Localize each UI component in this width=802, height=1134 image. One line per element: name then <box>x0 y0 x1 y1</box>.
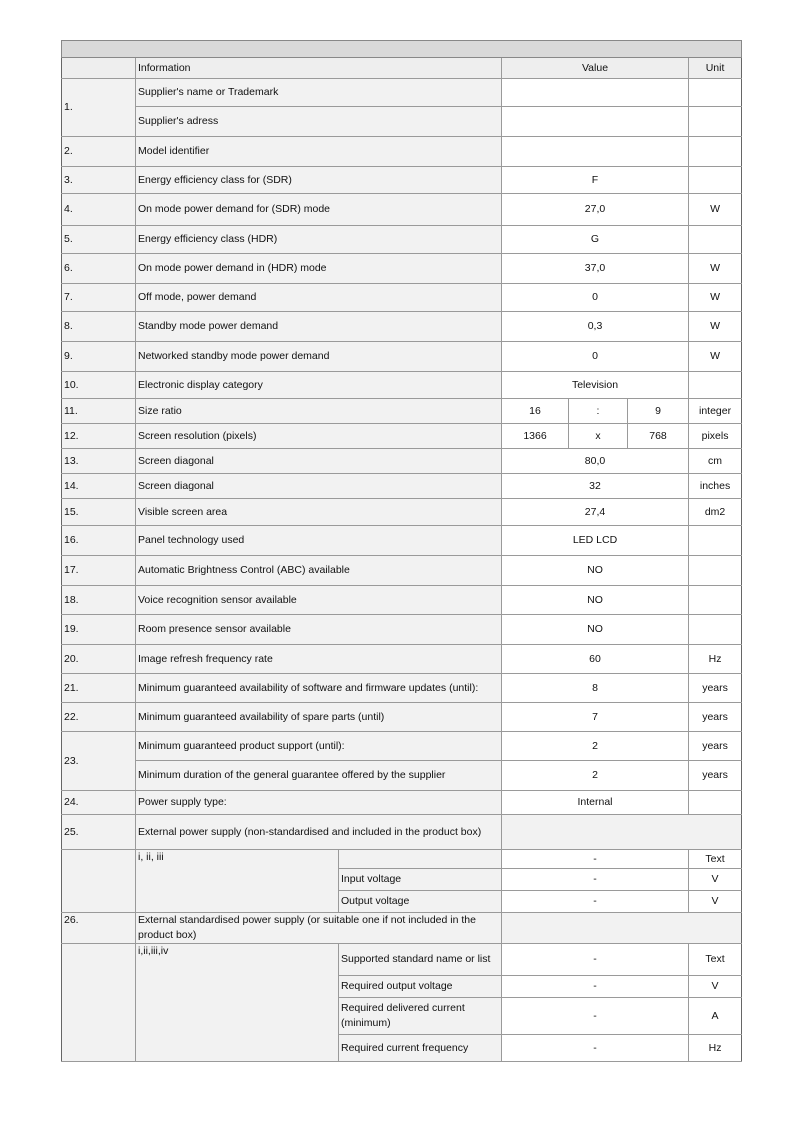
row-unit: years <box>689 703 742 732</box>
row-value: 27,0 <box>502 194 689 226</box>
row-value: G <box>502 226 689 254</box>
section26-item-row <box>62 944 742 976</box>
row-value <box>502 137 689 167</box>
row-unit <box>689 586 742 615</box>
item-unit: Text <box>689 944 742 976</box>
row-unit: cm <box>689 449 742 474</box>
row-number: 4. <box>62 194 136 226</box>
table-row <box>62 107 742 137</box>
row-value <box>502 107 689 137</box>
item-value: - <box>502 869 689 891</box>
row-value: F <box>502 167 689 194</box>
row-unit <box>689 556 742 586</box>
table-row <box>62 449 742 474</box>
table-row <box>62 556 742 586</box>
row-information: Off mode, power demand <box>136 284 502 312</box>
row-information: Supplier's adress <box>136 107 502 137</box>
row-information: Standby mode power demand <box>136 312 502 342</box>
section26-header-row <box>62 913 742 944</box>
row-number: 23. <box>62 732 136 791</box>
row-information: Size ratio <box>136 399 502 424</box>
row-unit: W <box>689 342 742 372</box>
row-information: Image refresh frequency rate <box>136 645 502 674</box>
item-unit: Text <box>689 850 742 869</box>
row-value-part: 16 <box>502 399 569 424</box>
section-sub-label: i,ii,iii,iv <box>136 944 339 1062</box>
row-unit: integer <box>689 399 742 424</box>
row-number: 21. <box>62 674 136 703</box>
header-row <box>62 58 742 79</box>
row-information: Minimum guaranteed product support (until): <box>136 732 502 761</box>
row-unit: years <box>689 674 742 703</box>
row-value: NO <box>502 615 689 645</box>
header-unit: Unit <box>689 58 742 79</box>
row-unit: W <box>689 254 742 284</box>
row-value: Internal <box>502 791 689 815</box>
product-information-sheet <box>61 40 742 1062</box>
item-unit: A <box>689 998 742 1035</box>
row-unit: dm2 <box>689 499 742 526</box>
row-unit: W <box>689 312 742 342</box>
row-information: Voice recognition sensor available <box>136 586 502 615</box>
item-value: - <box>502 891 689 913</box>
row-value: 0 <box>502 284 689 312</box>
row-unit: inches <box>689 474 742 499</box>
row-value: 7 <box>502 703 689 732</box>
row-number: 22. <box>62 703 136 732</box>
row-number: 25. <box>62 815 136 850</box>
row-information: On mode power demand for (SDR) mode <box>136 194 502 226</box>
row-value: 2 <box>502 761 689 791</box>
row-number: 26. <box>62 913 136 944</box>
row-number: 11. <box>62 399 136 424</box>
row-information: Networked standby mode power demand <box>136 342 502 372</box>
row-information: Model identifier <box>136 137 502 167</box>
item-unit: V <box>689 976 742 998</box>
row-number: 12. <box>62 424 136 449</box>
row-information: Electronic display category <box>136 372 502 399</box>
row-number: 15. <box>62 499 136 526</box>
row-information: Screen resolution (pixels) <box>136 424 502 449</box>
row-information: External standardised power supply (or suitable one if not included in the product box) <box>136 913 502 944</box>
row-unit <box>689 226 742 254</box>
row-value: LED LCD <box>502 526 689 556</box>
row-value: NO <box>502 556 689 586</box>
row-information: On mode power demand in (HDR) mode <box>136 254 502 284</box>
header-num <box>62 58 136 79</box>
row-number: 8. <box>62 312 136 342</box>
row-number: 2. <box>62 137 136 167</box>
row-unit: years <box>689 732 742 761</box>
row-value-empty <box>502 913 742 944</box>
row-information: Minimum duration of the general guarantee offered by the supplier <box>136 761 502 791</box>
row-unit <box>689 107 742 137</box>
row-value-part: 1366 <box>502 424 569 449</box>
table-row <box>62 226 742 254</box>
table-row <box>62 586 742 615</box>
row-value: 27,4 <box>502 499 689 526</box>
item-name: Required output voltage <box>339 976 502 998</box>
row-information: External power supply (non-standardised and included in the product box) <box>136 815 502 850</box>
row-unit <box>689 167 742 194</box>
row-number: 3. <box>62 167 136 194</box>
row-number: 24. <box>62 791 136 815</box>
row-number: 10. <box>62 372 136 399</box>
section25-item-row <box>62 850 742 869</box>
table-row <box>62 167 742 194</box>
row-information: Energy efficiency class (HDR) <box>136 226 502 254</box>
table-row <box>62 703 742 732</box>
row-number: 5. <box>62 226 136 254</box>
table-row <box>62 424 742 449</box>
row-unit <box>689 137 742 167</box>
row-number: 16. <box>62 526 136 556</box>
section-number-empty <box>62 944 136 1062</box>
title-cell <box>62 41 742 58</box>
row-information: Minimum guaranteed availability of spare parts (until) <box>136 703 502 732</box>
item-value: - <box>502 944 689 976</box>
row-unit <box>689 372 742 399</box>
table-row <box>62 674 742 703</box>
row-information: Room presence sensor available <box>136 615 502 645</box>
section-sub-label: i, ii, iii <box>136 850 339 913</box>
row-information: Automatic Brightness Control (ABC) available <box>136 556 502 586</box>
row-unit <box>689 79 742 107</box>
row-value: 37,0 <box>502 254 689 284</box>
table-row <box>62 284 742 312</box>
row-information: Screen diagonal <box>136 449 502 474</box>
table-row <box>62 79 742 107</box>
table-row <box>62 526 742 556</box>
table-row <box>62 474 742 499</box>
row-value-part: x <box>569 424 628 449</box>
row-unit: W <box>689 284 742 312</box>
row-unit <box>689 791 742 815</box>
item-unit: V <box>689 869 742 891</box>
item-unit: V <box>689 891 742 913</box>
row-value-part: 768 <box>628 424 689 449</box>
row-number: 13. <box>62 449 136 474</box>
item-name: Required current frequency <box>339 1035 502 1062</box>
row-value: Television <box>502 372 689 399</box>
row-information: Power supply type: <box>136 791 502 815</box>
item-value: - <box>502 850 689 869</box>
row-unit: years <box>689 761 742 791</box>
row-value-part: 9 <box>628 399 689 424</box>
table-row <box>62 645 742 674</box>
table-row <box>62 194 742 226</box>
item-name <box>339 850 502 869</box>
section25-header-row <box>62 815 742 850</box>
row-number: 14. <box>62 474 136 499</box>
table-row <box>62 399 742 424</box>
table-row <box>62 761 742 791</box>
row-number: 6. <box>62 254 136 284</box>
row-value: 80,0 <box>502 449 689 474</box>
row-value: 32 <box>502 474 689 499</box>
row-number: 20. <box>62 645 136 674</box>
row-information: Energy efficiency class for (SDR) <box>136 167 502 194</box>
row-number: 9. <box>62 342 136 372</box>
item-name: Output voltage <box>339 891 502 913</box>
table-row <box>62 254 742 284</box>
row-information: Panel technology used <box>136 526 502 556</box>
row-value: 0 <box>502 342 689 372</box>
row-value <box>502 79 689 107</box>
row-number: 1. <box>62 79 136 137</box>
header-value: Value <box>502 58 689 79</box>
table-row <box>62 312 742 342</box>
row-number: 7. <box>62 284 136 312</box>
item-value: - <box>502 998 689 1035</box>
row-value: 0,3 <box>502 312 689 342</box>
row-information: Screen diagonal <box>136 474 502 499</box>
row-value: 60 <box>502 645 689 674</box>
row-unit: Hz <box>689 645 742 674</box>
row-unit: W <box>689 194 742 226</box>
row-information: Supplier's name or Trademark <box>136 79 502 107</box>
table-row <box>62 732 742 761</box>
item-unit: Hz <box>689 1035 742 1062</box>
table-row <box>62 137 742 167</box>
header-information: Information <box>136 58 502 79</box>
row-value-part: : <box>569 399 628 424</box>
item-name: Supported standard name or list <box>339 944 502 976</box>
row-information: Visible screen area <box>136 499 502 526</box>
table-row <box>62 791 742 815</box>
row-number: 19. <box>62 615 136 645</box>
item-value: - <box>502 1035 689 1062</box>
table-row <box>62 499 742 526</box>
table-row <box>62 615 742 645</box>
row-value: 2 <box>502 732 689 761</box>
row-number: 17. <box>62 556 136 586</box>
row-value: 8 <box>502 674 689 703</box>
row-information: Minimum guaranteed availability of software and firmware updates (until): <box>136 674 502 703</box>
item-name: Input voltage <box>339 869 502 891</box>
row-value: NO <box>502 586 689 615</box>
row-unit <box>689 526 742 556</box>
item-value: - <box>502 976 689 998</box>
table-row <box>62 372 742 399</box>
row-unit: pixels <box>689 424 742 449</box>
row-value-empty <box>502 815 742 850</box>
table-row <box>62 342 742 372</box>
item-name: Required delivered current (minimum) <box>339 998 502 1035</box>
title-row <box>62 41 742 58</box>
section-number-empty <box>62 850 136 913</box>
row-unit <box>689 615 742 645</box>
row-number: 18. <box>62 586 136 615</box>
